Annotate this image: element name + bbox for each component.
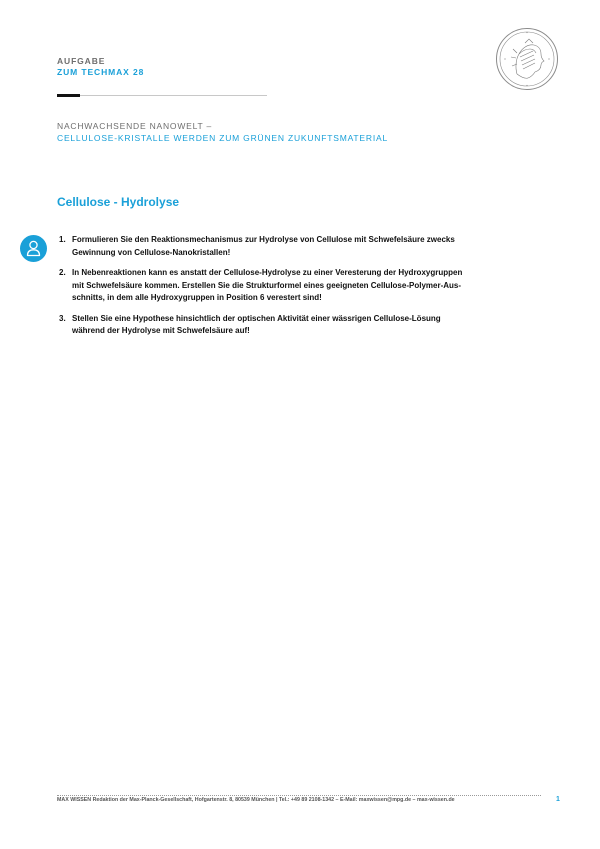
topic-subtitle xyxy=(57,120,388,144)
task-text-line: Gewinnung von Cellulose-Nanokristallen! xyxy=(72,247,231,257)
kicker-label: AUFGABE xyxy=(57,56,106,66)
task-text-line: In Nebenreaktionen kann es anstatt der Cellulose-Hydrolyse zu einer Veresterung der Hydroxygruppen xyxy=(72,268,463,277)
section-title: Cellulose - Hydrolyse xyxy=(57,195,180,209)
task-text-line: mit Schwefelsäure kommen. Erstellen Sie die Strukturformel eines geeigneten Cellulose-Polymer-Aus- xyxy=(72,280,462,290)
task-list xyxy=(57,234,502,346)
task-item xyxy=(57,234,502,259)
person-icon xyxy=(20,235,47,262)
task-text-line: schnitts, in dem alle Hydroxygruppen in Position 6 verestert sind! xyxy=(72,293,322,302)
header-kicker xyxy=(57,56,144,78)
footer-imprint: MAX WISSEN Redaktion der Max-Planck-Gesellschaft, Hofgartenstr. 8, 80539 München | Tel.: +49 89 2108-1342 – E-Mail: maxwissen@mpg.de – max-wissen.de xyxy=(57,797,455,803)
topic-line-1: NACHWACHSENDE NANOWELT – xyxy=(57,121,213,131)
task-number: 3. xyxy=(59,313,66,323)
task-number: 2. xyxy=(59,268,66,277)
task-text-line: Stellen Sie eine Hypothese hinsichtlich der optischen Aktivität einer wässrigen Cellulose-Lösung xyxy=(72,313,441,323)
page-number: 1 xyxy=(556,796,560,803)
task-text-line: während der Hydrolyse mit Schwefelsäure auf! xyxy=(72,326,250,335)
task-item xyxy=(57,267,502,305)
task-item xyxy=(57,313,502,338)
task-text-line: Formulieren Sie den Reaktionsmechanismus zur Hydrolyse von Cellulose mit Schwefelsäure zwecks xyxy=(72,235,455,244)
footer-rule xyxy=(57,795,541,796)
minerva-logo-icon xyxy=(495,27,559,91)
kicker-issue: ZUM TECHMAX 28 xyxy=(57,67,145,77)
topic-line-2: CELLULOSE-KRISTALLE WERDEN ZUM GRÜNEN ZUKUNFTSMATERIAL xyxy=(57,133,388,143)
header-rule xyxy=(57,95,267,96)
header-rule-accent xyxy=(57,94,80,97)
task-number: 1. xyxy=(59,235,66,244)
